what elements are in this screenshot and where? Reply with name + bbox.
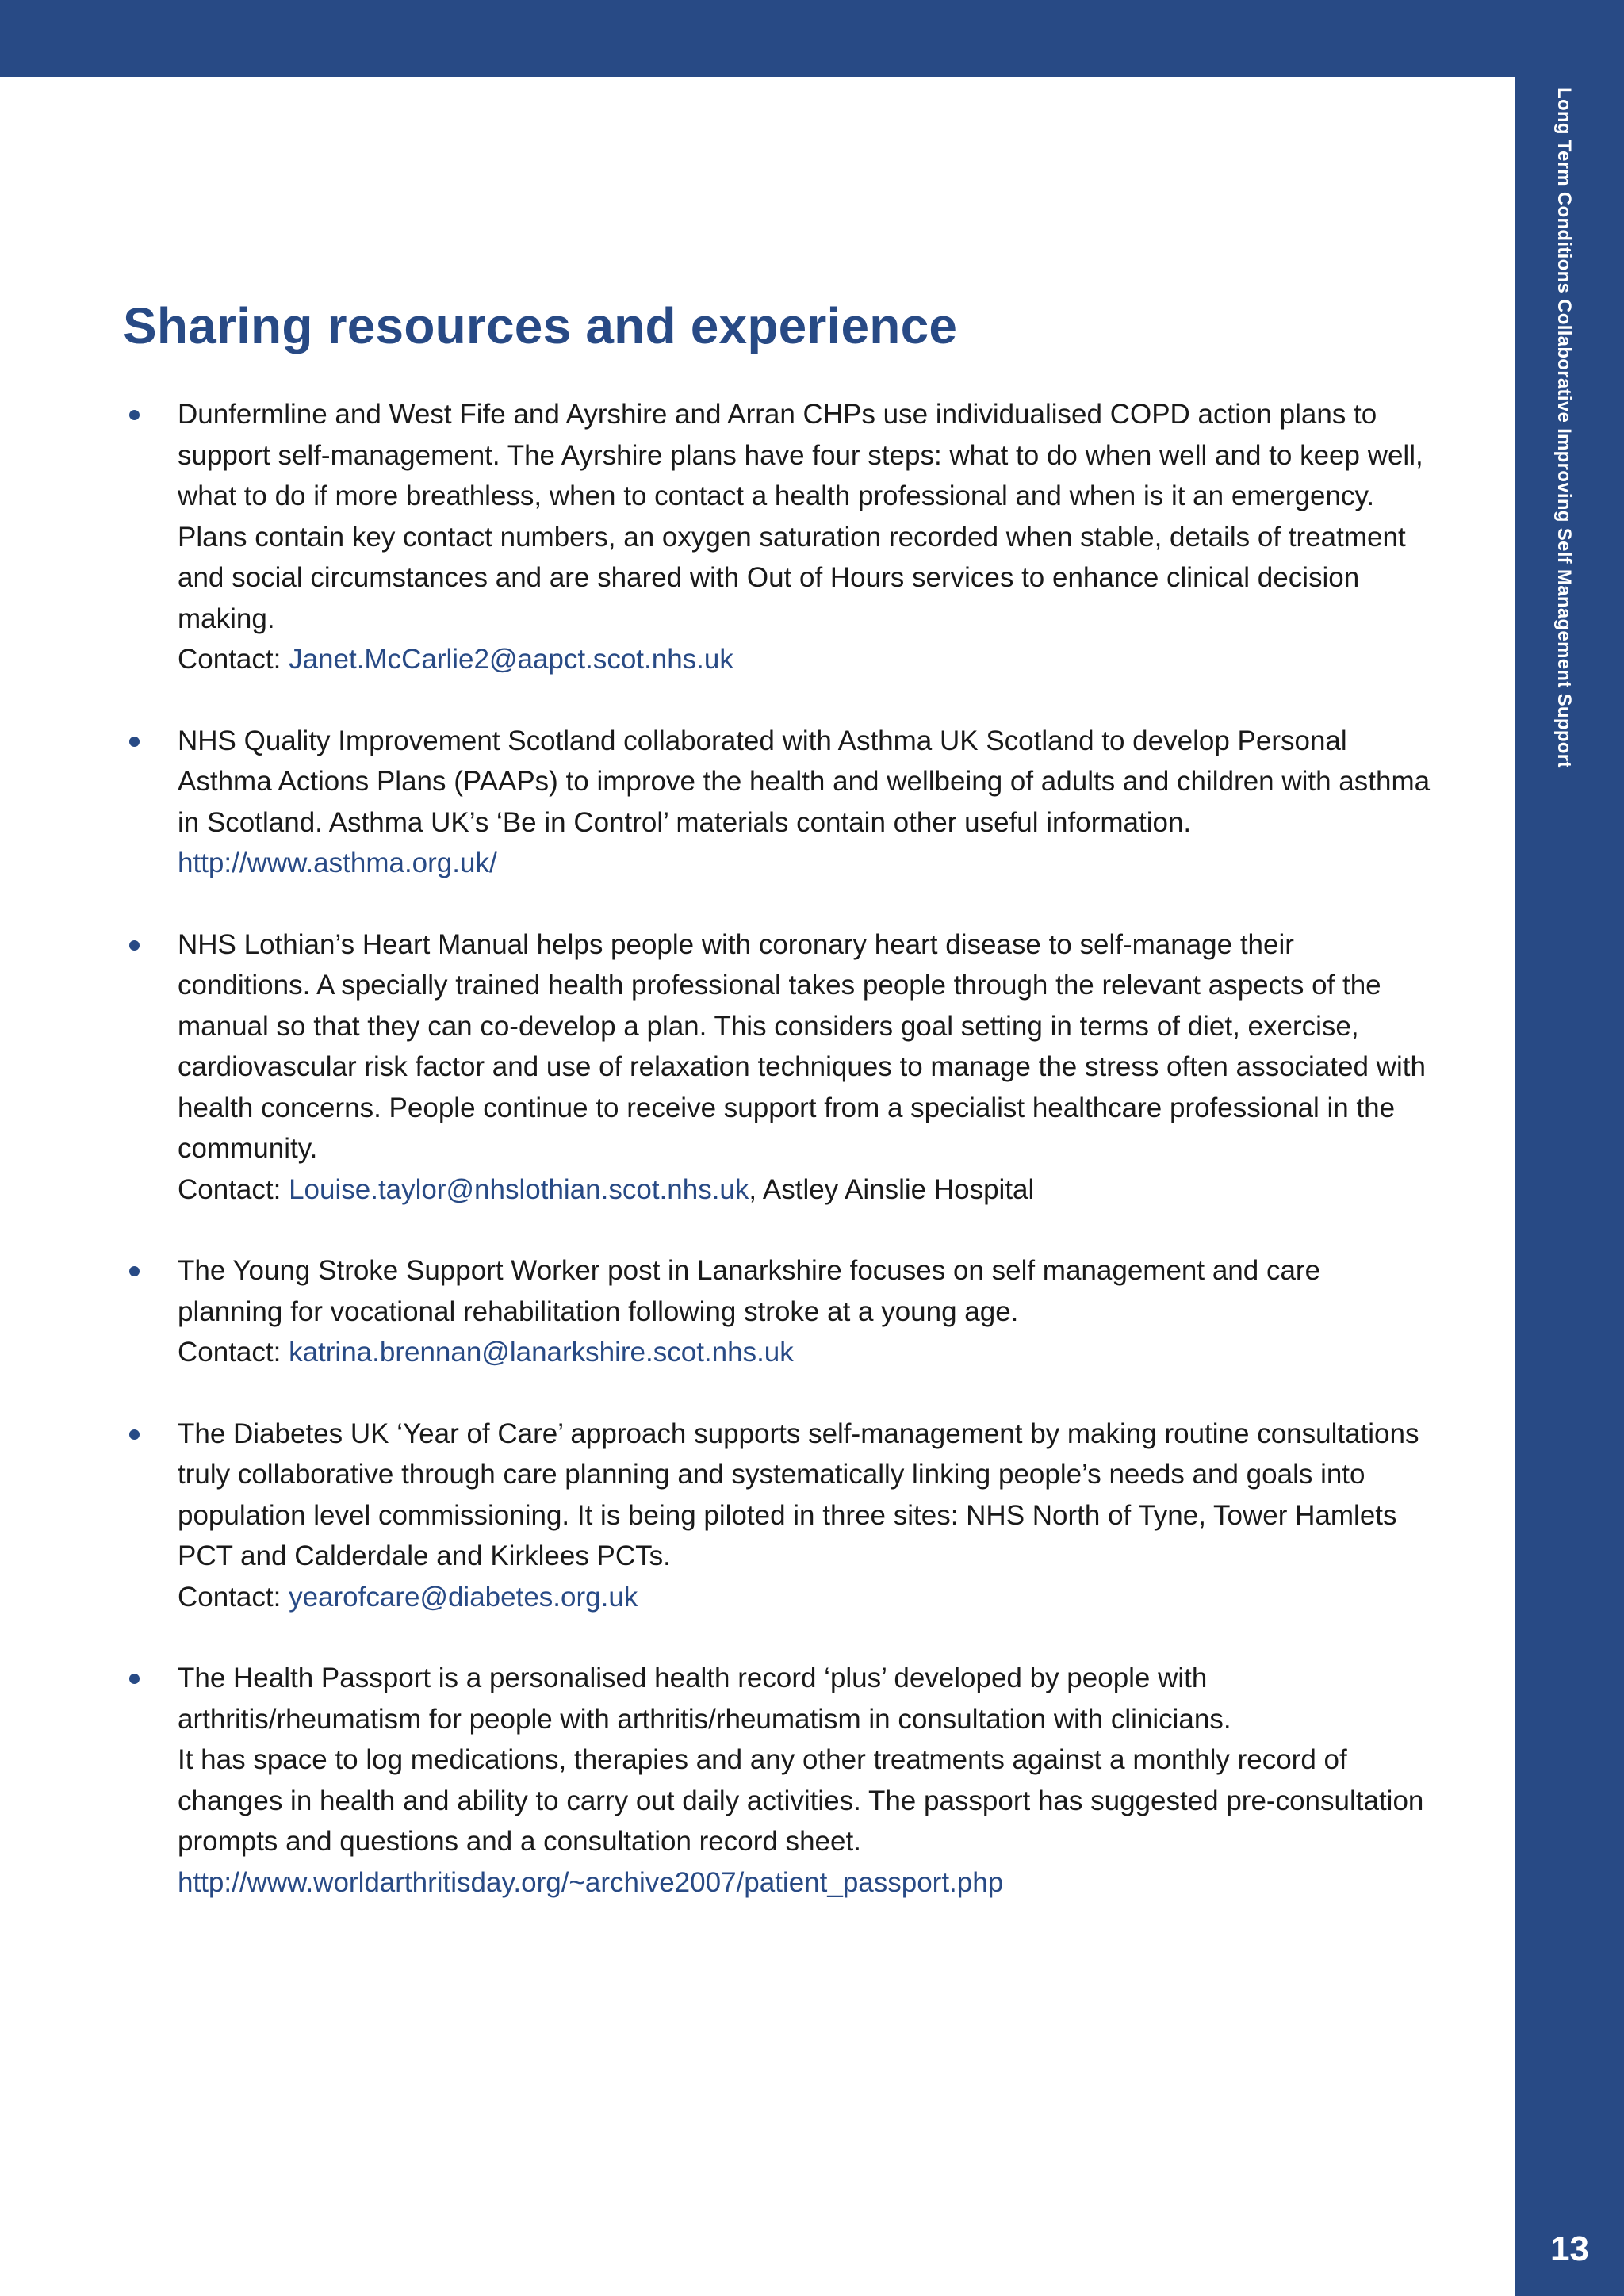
item-text: The Health Passport is a personalised health record ‘plus’ developed by people with arthritis/rheumatism for people with arthritis/rheumatism in consultation with clinicians.: [178, 1663, 1231, 1735]
bullet-icon: [129, 1429, 140, 1440]
item-text: NHS Lothian’s Heart Manual helps people with coronary heart disease to self-manage their conditions. A specially trained health professional takes people through the relevant aspects of the manual so that they can co-develop a plan. This considers goal setting in terms of diet, exercise, cardiovascular risk factor and use of relaxation techniques to manage the stress often associated with health concerns. People continue to receive support from a specialist healthcare professional in the community.: [178, 928, 1426, 1164]
contact-suffix: , Astley Ainslie Hospital: [749, 1173, 1035, 1205]
bullet-icon: [129, 1266, 140, 1276]
page-title: Sharing resources and experience: [123, 297, 958, 354]
item-contact: [178, 843, 1431, 884]
contact-email-link[interactable]: Janet.McCarlie2@aapct.scot.nhs.uk: [289, 644, 733, 675]
list-item: [123, 394, 1431, 680]
bullet-icon: [129, 1674, 140, 1684]
list-item: [123, 721, 1431, 884]
contact-label: Contact:: [178, 1337, 289, 1368]
item-text: NHS Quality Improvement Scotland collaborated with Asthma UK Scotland to develop Personal Asthma Actions Plans (PAAPs) to improve the health and wellbeing of adults and children with asthma in Scotland. Asthma UK’s ‘Be in Control’ materials contain other useful information.: [178, 725, 1431, 838]
item-text-continued: It has space to log medications, therapies and any other treatments against a monthly record of changes in health and ability to carry out daily activities. The passport has suggested pre-consultation prompts and questions and a consultation record sheet.: [178, 1744, 1424, 1857]
item-text: The Young Stroke Support Worker post in Lanarkshire focuses on self management and care planning for vocational rehabilitation following stroke at a young age.: [178, 1255, 1321, 1327]
contact-label: Contact:: [178, 644, 289, 675]
bullet-icon: [129, 410, 140, 420]
item-text: The Diabetes UK ‘Year of Care’ approach supports self-management by making routine consultations truly collaborative through care planning and systematically linking people’s needs and goals into population level commissioning. It is being piloted in three sites: NHS North of Tyne, Tower Hamlets PCT and Calderdale and Kirklees PCTs.: [178, 1418, 1419, 1571]
item-contact: [178, 639, 1431, 680]
contact-label: Contact:: [178, 1173, 289, 1205]
page-number: 13: [1550, 2229, 1589, 2268]
list-item: [123, 1250, 1431, 1373]
item-contact: [178, 1332, 1431, 1373]
contact-email-link[interactable]: yearofcare@diabetes.org.uk: [289, 1581, 638, 1613]
list-item: [123, 1658, 1431, 1903]
item-contact: [178, 1169, 1431, 1211]
list-item: [123, 924, 1431, 1211]
item-text: Dunfermline and West Fife and Ayrshire and Arran CHPs use individualised COPD action plans to support self-management. The Ayrshire plans have four steps: what to do when well and to keep well, what to do if more breathless, when to contact a health professional and when is it an emergency. Plans contain key contact numbers, an oxygen saturation recorded when stable, details of treatment and social circumstances and are shared with Out of Hours services to enhance clinical decision making.: [178, 399, 1423, 634]
contact-email-link[interactable]: katrina.brennan@lanarkshire.scot.nhs.uk: [289, 1337, 794, 1368]
website-link[interactable]: http://www.worldarthritisday.org/~archive2007/patient_passport.php: [178, 1866, 1004, 1898]
website-link[interactable]: http://www.asthma.org.uk/: [178, 848, 497, 878]
sidebar-label: Long Term Conditions Collaborative Improving Self Management Support: [1553, 87, 1575, 768]
item-contact: [178, 1862, 1431, 1904]
item-contact: [178, 1577, 1431, 1618]
resource-list: [123, 394, 1431, 1943]
list-item: [123, 1414, 1431, 1618]
bullet-icon: [129, 940, 140, 951]
header-band: [0, 0, 1624, 77]
contact-email-link[interactable]: Louise.taylor@nhslothian.scot.nhs.uk: [289, 1173, 749, 1205]
bullet-icon: [129, 737, 140, 747]
contact-label: Contact:: [178, 1581, 289, 1613]
